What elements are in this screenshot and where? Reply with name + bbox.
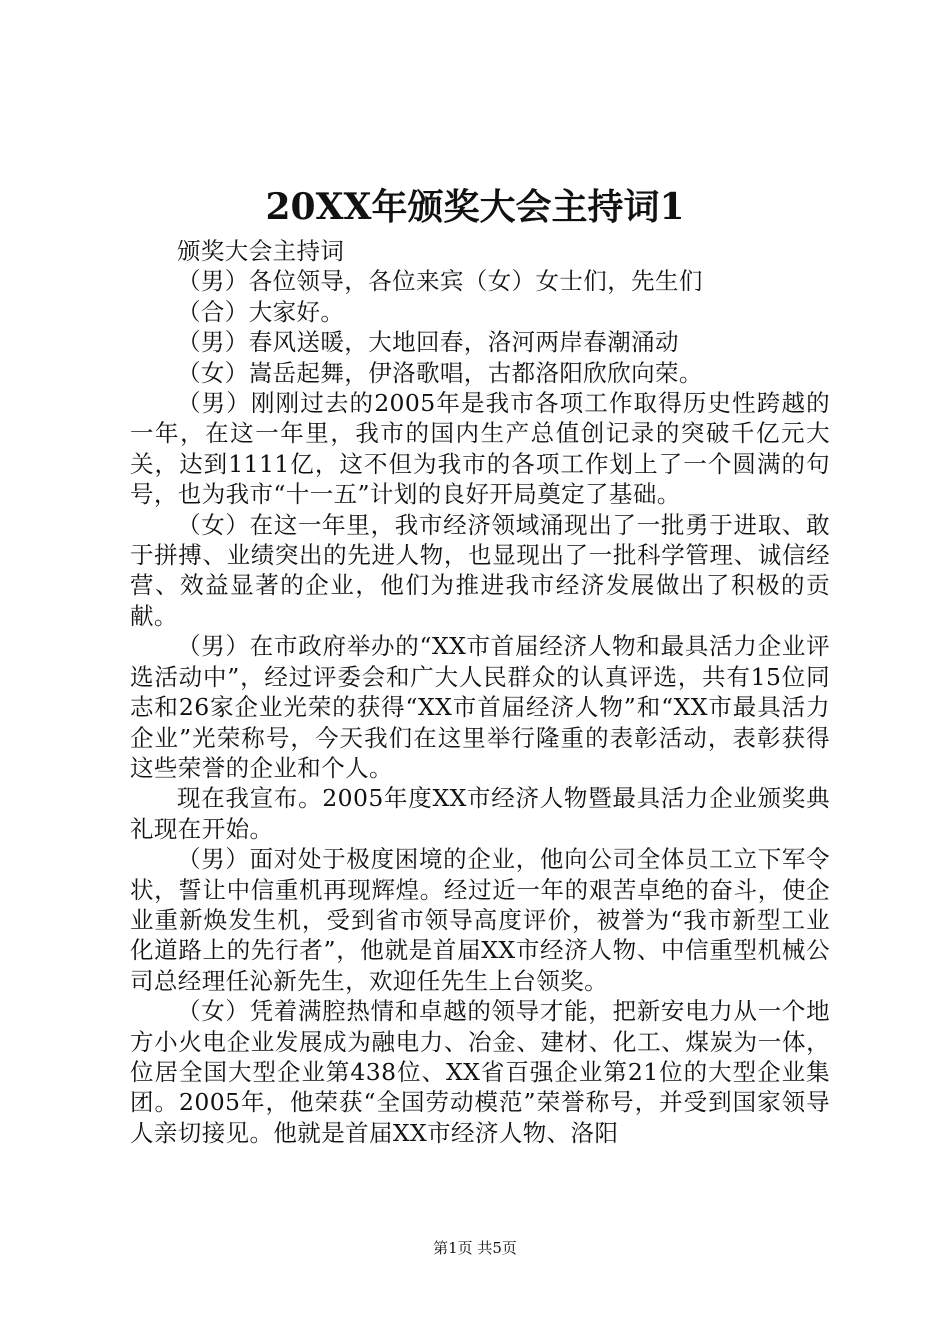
paragraph: （男）春风送暖，大地回春，洛河两岸春潮涌动 <box>177 328 679 357</box>
paragraph: （男）各位领导，各位来宾（女）女士们，先生们 <box>177 267 703 296</box>
paragraph: （合）大家好。 <box>177 297 345 326</box>
paragraph: 现在我宣布。2005年度XX市经济人物暨最具活力企业颁奖典礼现在开始。 <box>130 784 830 843</box>
paragraph: （男）在市政府举办的“XX市首届经济人物和最具活力企业评选活动中”，经过评委会和广大人民群众的认真评选，共有15位同志和26家企业光荣的获得“XX市首届经济人物”和“XX市最具活力企业”光荣称号，今天我们在这里举行隆重的表彰活动，表彰获得这些荣誉的企业和个人。 <box>130 632 830 782</box>
paragraph-subtitle: 颁奖大会主持词 <box>177 237 345 265</box>
document-title: 20XX年颁奖大会主持词1 <box>265 186 685 228</box>
paragraph: （女）嵩岳起舞，伊洛歌唱，古都洛阳欣欣向荣。 <box>177 358 703 387</box>
document-body <box>130 236 830 1148</box>
paragraph: （男）面对处于极度困境的企业，他向公司全体员工立下军令状，誓让中信重机再现辉煌。经过近一年的艰苦卓绝的奋斗，使企业重新焕发生机，受到省市领导高度评价，被誉为“我市新型工业化道路上的先行者”，他就是首届XX市经济人物、中信重型机械公司总经理任沁新先生，欢迎任先生上台领奖。 <box>130 845 830 995</box>
paragraph: （男）刚刚过去的2005年是我市各项工作取得历史性跨越的一年，在这一年里，我市的国内生产总值创记录的突破千亿元大关，达到1111亿，这不但为我市的各项工作划上了一个圆满的句号，也为我市“十一五”计划的良好开局奠定了基础。 <box>130 389 830 509</box>
page-number: 第1页 共5页 <box>433 1239 517 1257</box>
paragraph: （女）凭着满腔热情和卓越的领导才能，把新安电力从一个地方小火电企业发展成为融电力、冶金、建材、化工、煤炭为一体，位居全国大型企业第438位、XX省百强企业第21位的大型企业集团。2005年，他荣获“全国劳动模范”荣誉称号，并受到国家领导人亲切接见。他就是首届XX市经济人物、洛阳 <box>130 997 830 1147</box>
paragraph: （女）在这一年里，我市经济领域涌现出了一批勇于进取、敢于拼搏、业绩突出的先进人物，也显现出了一批科学管理、诚信经营、效益显著的企业，他们为推进我市经济发展做出了积极的贡献。 <box>130 510 830 630</box>
